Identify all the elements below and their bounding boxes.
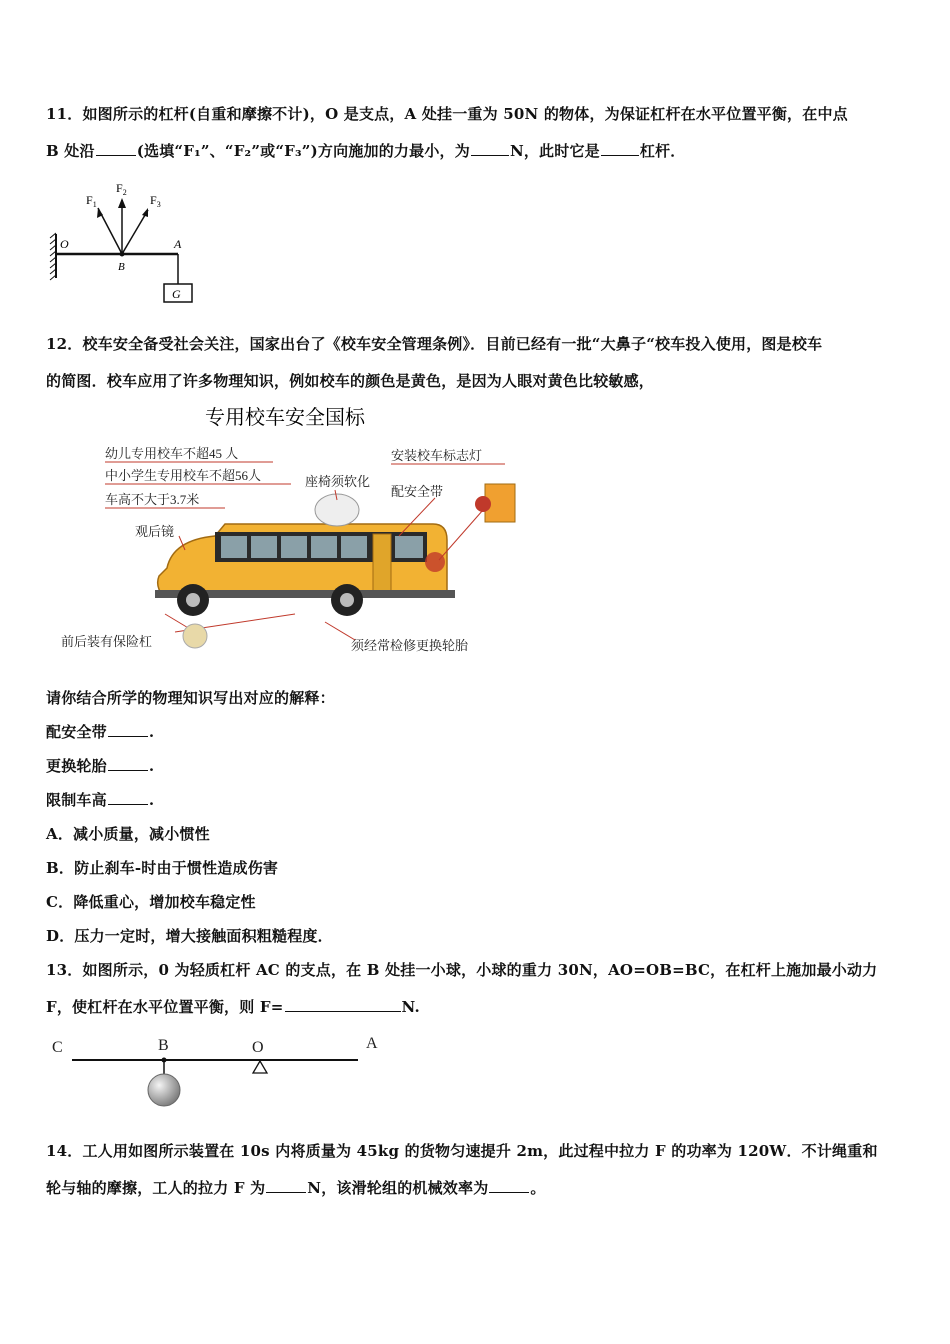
q14-blank-efficiency[interactable] [489,1178,529,1193]
q11-line2 [46,140,685,161]
q12-option-a[interactable]: A．减小质量，减小惯性 [46,825,210,843]
q12-option-b[interactable]: B．防止刹车-时由于惯性造成伤害 [46,859,279,877]
q13-lever-figure [46,1032,396,1112]
q12-note-tire: 须经常检修更换轮胎 [351,638,469,653]
q13-line2: F，使杠杆在水平位置平衡，则 F= N. [46,998,420,1016]
q12-note-seat: 座椅须软化 [305,474,371,489]
q12-line2: 的简图．校车应用了许多物理知识，例如校车的颜色是黄色，是因为人眼对黄色比较敏感， [46,372,655,390]
q11-label-f3: $F_3$ [150,193,161,209]
q11-label-f1: $F_1$ [86,193,97,209]
q13-label-o: O [252,1039,264,1056]
q11-blank-force[interactable] [471,141,509,156]
q12-note-belt: 配安全带 [391,484,444,499]
q11-text-d: 杠杆． [639,142,686,160]
q12-blank-height[interactable] [108,790,148,805]
q12-option-d[interactable]: D．压力一定时，增大接触面积粗糙程度． [46,927,333,945]
q11-label-b: B [118,261,125,273]
q12-item-belt: 配安全带 . [46,723,155,741]
q13-line1: 13．如图所示，0 为轻质杠杆 AC 的支点，在 B 处挂一小球，小球的重力 30N，AO=OB=BC，在杠杆上施加最小动力 [46,961,878,979]
q11-label-f2: $F_2$ [116,181,127,197]
q13-label-c: C [52,1039,63,1056]
q13-label-b: B [158,1037,169,1054]
q12-item-tire: 更换轮胎 . [46,757,155,775]
q14-line2: 轮与轴的摩擦，工人的拉力 F 为 N，该滑轮组的机械效率为 。 [46,1179,546,1197]
q11-text-a: B 处沿 [46,142,95,160]
q13-blank-force[interactable] [285,997,401,1012]
q13-label-a: A [366,1035,378,1052]
q12-note-students: 中小学生专用校车不超56人 [105,468,262,483]
q11-text-c: N，此时它是 [509,142,600,160]
q11-label-o: O [60,237,69,251]
q12-note-lamp: 安装校车标志灯 [391,448,483,463]
q11-blank-direction[interactable] [96,141,136,156]
q11-text-b: (选填“F₁”、“F₂”或“F₃”)方向施加的力最小，为 [136,142,470,160]
q12-line1: 12．校车安全备受社会关注，国家出台了《校车安全管理条例》．目前已经有一批“大鼻子“校车投入使用，图是校车 [46,335,823,353]
q12-bus-figure [55,400,525,662]
q11-label-a: A [174,237,182,251]
q12-blank-belt[interactable] [108,722,148,737]
q12-prompt: 请你结合所学的物理知识写出对应的解释： [46,689,335,707]
q12-fig-title: 专用校车安全国标 [205,405,365,429]
q12-blank-tire[interactable] [108,756,148,771]
q14-line1: 14．工人用如图所示装置在 10s 内将质量为 45kg 的货物匀速提升 2m，此过程中拉力 F 的功率为 120W．不计绳重和 [46,1142,878,1160]
q12-item-height: 限制车高 . [46,791,155,809]
q12-note-mirror: 观后镜 [135,524,175,539]
q11-line1: 11．如图所示的杠杆(自重和摩擦不计)，O 是支点，A 处挂一重为 50N 的物体，为保证杠杆在水平位置平衡，在中点 [46,105,848,123]
q12-note-bumper: 前后装有保险杠 [61,634,153,649]
q12-note-kids: 幼儿专用校车不超45 人 [105,446,239,461]
q12-option-c[interactable]: C．降低重心，增加校车稳定性 [46,893,256,911]
q14-blank-force[interactable] [266,1178,306,1193]
q11-label-g: G [172,287,181,301]
q11-blank-lever-type[interactable] [601,141,639,156]
q11-lever-figure [48,178,208,308]
q12-note-height: 车高不大于3.7米 [105,492,200,507]
